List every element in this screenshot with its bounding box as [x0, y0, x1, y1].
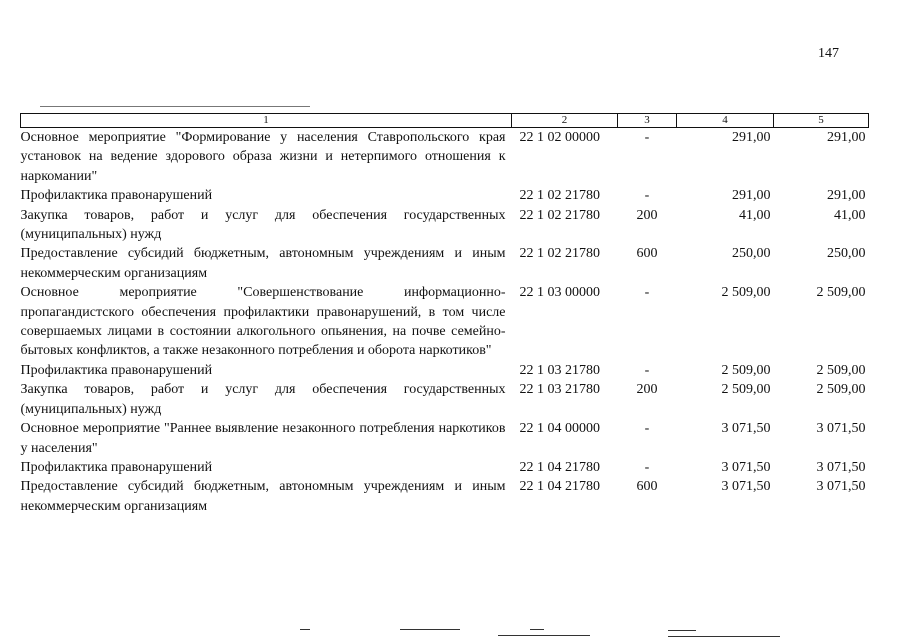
table-row [21, 186, 869, 205]
row-name: Закупка товаров, работ и услуг для обеспечения государственных (муниципальных) нужд [20, 207, 506, 243]
scan-mark [498, 635, 590, 636]
row-code: 22 1 02 21780 [519, 188, 600, 204]
row-value-5: 3 071,50 [816, 479, 866, 495]
table-row [21, 206, 869, 245]
row-type: - [644, 362, 650, 378]
row-type: - [644, 459, 650, 475]
row-code: 22 1 02 00000 [519, 130, 600, 145]
row-value-4: 41,00 [739, 207, 771, 223]
scan-mark [530, 629, 544, 630]
row-name: Основное мероприятие "Раннее выявление незаконного потребления наркотиков у населения" [20, 421, 506, 456]
table-row [21, 244, 869, 283]
table-row [21, 419, 869, 458]
row-value-5: 291,00 [827, 130, 866, 145]
row-name: Профилактика правонарушений [20, 188, 213, 204]
row-value-4: 3 071,50 [721, 459, 771, 475]
table-row [21, 361, 869, 380]
row-type: 200 [636, 382, 658, 398]
row-value-4: 3 071,50 [721, 421, 771, 437]
table-header [21, 114, 869, 128]
row-value-5: 291,00 [827, 188, 866, 204]
row-value-5: 3 071,50 [816, 459, 866, 475]
row-name: Профилактика правонарушений [20, 362, 213, 378]
row-value-5: 2 509,00 [816, 362, 866, 378]
row-type: - [644, 130, 650, 145]
scan-rule [40, 106, 310, 107]
row-value-4: 291,00 [732, 130, 771, 145]
row-code: 22 1 03 21780 [519, 362, 600, 378]
scan-mark [668, 630, 696, 631]
row-code: 22 1 04 21780 [519, 459, 600, 475]
scan-mark [300, 629, 310, 630]
row-value-4: 3 071,50 [721, 479, 771, 495]
scan-mark [668, 636, 780, 637]
row-code: 22 1 03 21780 [519, 382, 600, 398]
row-name: Предоставление субсидий бюджетным, автономным учреждениям и иным некоммерческим организациям [20, 479, 506, 514]
row-name: Предоставление субсидий бюджетным, автономным учреждениям и иным некоммерческим организациям [20, 246, 506, 281]
column-header-2: 2 [512, 114, 618, 128]
table-row [21, 477, 869, 516]
scan-mark [400, 629, 460, 630]
table-row [21, 458, 869, 477]
column-header-5: 5 [774, 114, 869, 128]
row-code: 22 1 03 00000 [519, 285, 600, 301]
row-type: 600 [636, 479, 658, 495]
row-value-5: 3 071,50 [816, 421, 866, 437]
row-code: 22 1 04 00000 [519, 421, 600, 437]
row-type: 600 [636, 246, 658, 262]
row-value-4: 2 509,00 [721, 382, 771, 398]
row-type: - [644, 188, 650, 204]
budget-table [20, 113, 869, 516]
row-code: 22 1 02 21780 [519, 246, 600, 262]
row-type: - [644, 285, 650, 301]
row-name: Основное мероприятие "Формирование у населения Ставропольского края установок на ведение здорового образа жизни и нетерпимого отношения к наркомании" [20, 130, 506, 184]
table-row [21, 283, 869, 361]
row-name: Профилактика правонарушений [20, 459, 213, 475]
row-value-5: 2 509,00 [816, 382, 866, 398]
row-value-4: 2 509,00 [721, 285, 771, 301]
row-value-4: 291,00 [732, 188, 771, 204]
row-value-5: 2 509,00 [816, 285, 866, 301]
column-header-4: 4 [677, 114, 774, 128]
row-value-4: 250,00 [732, 246, 771, 262]
row-type: 200 [636, 207, 658, 223]
table-row [21, 128, 869, 187]
column-header-1: 1 [21, 114, 512, 128]
table-body [21, 128, 869, 517]
row-name: Закупка товаров, работ и услуг для обеспечения государственных (муниципальных) нужд [20, 382, 506, 417]
row-code: 22 1 04 21780 [519, 479, 600, 495]
row-value-4: 2 509,00 [721, 362, 771, 378]
page-number: 147 [818, 46, 839, 61]
row-code: 22 1 02 21780 [519, 207, 600, 223]
table-row [21, 380, 869, 419]
row-type: - [644, 421, 650, 437]
row-value-5: 41,00 [834, 207, 866, 223]
row-name: Основное мероприятие "Совершенствование информационно-пропагандистского обеспечения профилактики правонарушений, в том числе совершаемых лицами в состоянии алкогольного опьянения, на почве семейно-бытовых конфликтов, а также незаконного потребления и оборота наркотиков" [20, 285, 506, 359]
row-value-5: 250,00 [827, 246, 866, 262]
column-header-3: 3 [618, 114, 677, 128]
